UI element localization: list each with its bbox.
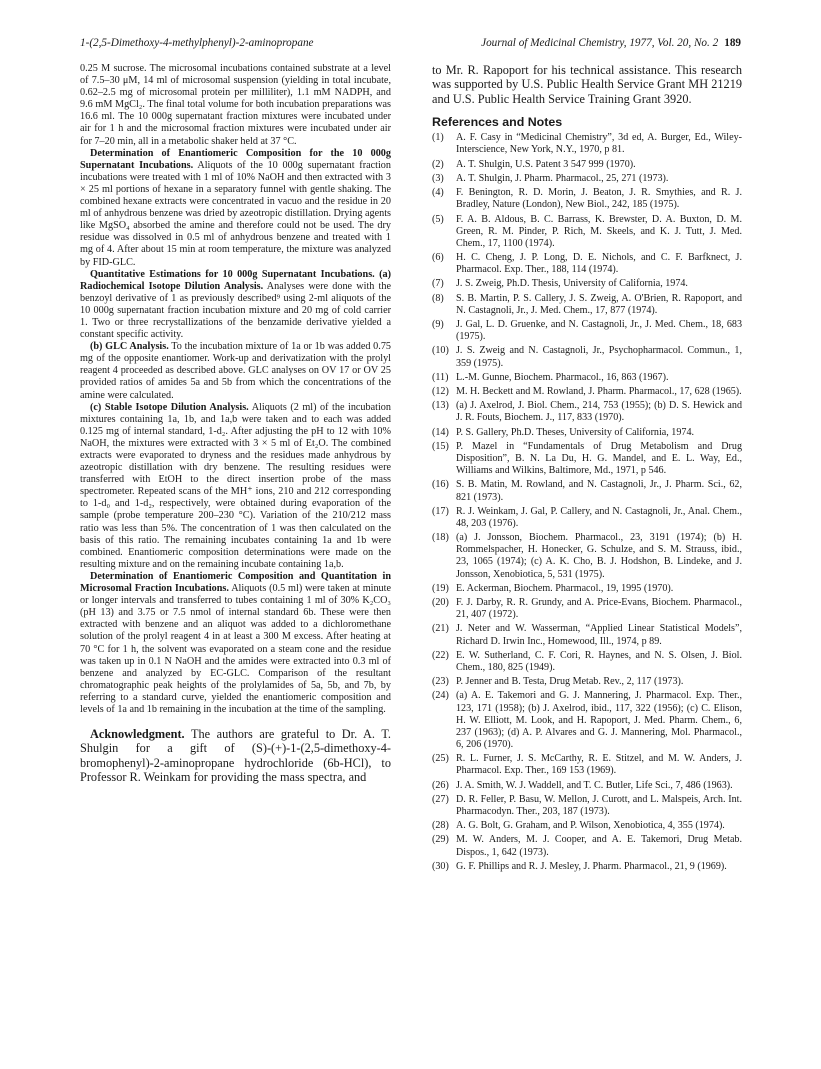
reference-item xyxy=(432,690,742,750)
reference-text: F. Benington, R. D. Morin, J. Beaton, J. R. Smythies, and R. J. Bradley, Nature (London), New Biol., 242, 185 (1975). xyxy=(456,187,742,211)
reference-number: (11) xyxy=(432,371,449,383)
reference-number: (30) xyxy=(432,860,449,872)
paragraph-body: Aliquots (0.5 ml) were taken at minute or longer intervals and transferred to tubes containing 1 ml of 30% K₂CO₃ (pH 13) and 3.75 or 7.5 nmol of internal standard 6b. These were then extracted with benzene and an aliquot was added to a dichloromethane solution of the prolyl reagent 4 in at least a 300 M excess. After heating at 70 °C for 1 h, the solvent was evaporated on a steam cone and the residue was taken up in 0.1 N NaOH and the amides were extracted into 0.3 ml of benzene and analyzed by EC-GLC. Comparison of the resultant chromatographic peak heights of the prolylamides of 5a, 5b, and 7b, by referring to a standard curve, yielded the enantiomeric composition and levels of 1a and 1b remaining in the incubation at the time of the sampling. xyxy=(80,583,391,715)
reference-item xyxy=(432,293,742,317)
reference-item xyxy=(432,532,742,580)
reference-item xyxy=(432,794,742,818)
reference-number: (17) xyxy=(432,505,449,517)
reference-text: (a) J. Axelrod, J. Biol. Chem., 214, 753 (1955); (b) D. S. Hewick and J. R. Fouts, Biochem. J., 117, 833 (1970). xyxy=(456,400,742,424)
reference-item xyxy=(432,159,742,171)
references-list xyxy=(432,132,742,873)
reference-number: (2) xyxy=(432,158,444,170)
paragraph-body: Aliquots (2 ml) of the incubation mixtures containing 1a, 1b, and 1a,b were taken and to each was added 0.125 mg of internal standard, 1-d₂. After adjusting the pH to 12 with 10% NaOH, the mixtures were extracted with 3 × 5 ml of Et₂O. The combined extracts were evaporated to dryness and the residues made anhydrous by azeotropic distillation with dry benzene. The resulting residues were transferred with EtOH to the direct insertion probe of the mass spectrometer. Repeated scans of the MH⁺ ions, 210 and 212 corresponding to 1-d₀ and 1-d₂, respectively, were obtained during evaporation of the sample (probe temperature 200–230 °C). Variation of the 210/212 mass ratio was less than 5%. The concentration of 1 was then calculated on the basis of this ratio. The remaining incubates containing 1a and 1b were combined. Enantiomeric composition determinations were made on the resulting mixture and on the remaining incubate containing 1a,b. xyxy=(80,401,391,570)
reference-number: (14) xyxy=(432,426,449,438)
reference-text: (a) A. E. Takemori and G. J. Mannering, J. Pharmacol. Exp. Ther., 123, 171 (1958); (b) J. Axelrod, ibid., 117, 322 (1956); (c) C. Elison, H. W. Elliott, M. Look, and H. Rapoport, J. Med. Pharm. Chem., 6, 237 (1963); (d) A. P. Alvares and G. J. Mannering, Mol. Pharmacol., 6, 206 (1970). xyxy=(456,690,742,750)
reference-item xyxy=(432,623,742,647)
paragraph-glc-analysis xyxy=(80,341,391,401)
reference-number: (29) xyxy=(432,834,449,846)
reference-item xyxy=(432,187,742,211)
run-in-heading: Determination of Enantiomeric Composition and Quantitation in Microsomal Fraction Incubations. xyxy=(80,570,391,595)
reference-item xyxy=(432,441,742,477)
paragraph-body: To the incubation mixture of 1a or 1b was added 0.75 mg of the opposite enantiomer. Work-up and derivatization with the prolyl reagent 4 proceeded as described above. GLC analyses on OV 17 or OV 25 provided ratios of amides 5a and 5b from which the concentrations of the amine were calculated. xyxy=(80,341,392,401)
reference-number: (28) xyxy=(432,820,449,832)
paragraph-support: to Mr. R. Rapoport for his technical assistance. This research was supported by U.S. Public Health Service Grant MH 21219 and U.S. Public Health Service Training Grant 3920. xyxy=(432,63,742,106)
reference-number: (13) xyxy=(432,400,449,412)
reference-text: A. T. Shulgin, U.S. Patent 3 547 999 (1970). xyxy=(456,158,636,170)
reference-item xyxy=(432,173,742,185)
reference-item xyxy=(432,319,742,343)
running-head-title: 1-(2,5-Dimethoxy-4-methylphenyl)-2-aminopropane xyxy=(80,37,314,49)
reference-number: (4) xyxy=(432,187,444,199)
reference-item xyxy=(432,650,742,674)
reference-number: (12) xyxy=(432,386,449,398)
reference-item xyxy=(432,372,742,384)
reference-item xyxy=(432,386,742,398)
reference-text: P. Jenner and B. Testa, Drug Metab. Rev., 2, 117 (1973). xyxy=(456,676,684,688)
reference-text: G. F. Phillips and R. J. Mesley, J. Pharm. Pharmacol., 21, 9 (1969). xyxy=(456,860,727,872)
reference-item xyxy=(432,506,742,530)
reference-number: (6) xyxy=(432,252,444,263)
paragraph-body: Analyses were done with the benzoyl derivative of 1 as previously described⁹ using 2-ml aliquots of the 10 000g supernatant fraction incubation mixture and 20 mg of cold carrier 1. Two or three recrystallizations of the benzamide derivative yielded a constant specific activity. xyxy=(80,280,391,341)
reference-text: S. B. Martin, P. S. Callery, J. S. Zweig, A. O'Brien, R. Rapoport, and N. Castagnoli, Jr., J. Med. Chem., 17, 877 (1974). xyxy=(456,292,742,316)
reference-number: (5) xyxy=(432,213,444,225)
reference-number: (7) xyxy=(432,278,444,290)
reference-text: E. W. Sutherland, C. F. Cori, R. Haynes, and N. S. Olsen, J. Biol. Chem., 180, 825 (1949). xyxy=(456,649,742,673)
reference-text: A. T. Shulgin, J. Pharm. Pharmacol., 25, 271 (1973). xyxy=(456,172,669,184)
reference-item xyxy=(432,278,742,290)
run-in-heading: (c) Stable Isotope Dilution Analysis. xyxy=(90,401,249,413)
paragraph-body: Aliquots of the 10 000g supernatant fraction incubations were treated with 1 ml of 10% NaOH and then extracted with 3 × 25 ml portions of hexane in a separatory funnel with gentle shaking. The combined hexane extracts were concentrated in vacuo and the residue in 20 ml of anhydrous benzene was dried by azeotropic distillation. Drying agents like MgSO₄ absorbed the amine and therefore could not be used. The dry residue was dissolved in 0.5 ml of anhydrous benzene and treated with 1 mg of 4. After about 15 min at room temperature, the mixture was analyzed by FID-GLC. xyxy=(80,159,391,268)
reference-number: (20) xyxy=(432,597,449,609)
reference-number: (10) xyxy=(432,345,449,357)
reference-item xyxy=(432,400,742,424)
reference-item xyxy=(432,427,742,439)
reference-number: (8) xyxy=(432,292,444,304)
reference-item xyxy=(432,834,742,858)
left-column xyxy=(80,63,391,785)
reference-number: (21) xyxy=(432,623,449,635)
reference-item xyxy=(432,820,742,832)
reference-number: (9) xyxy=(432,319,444,331)
reference-number: (22) xyxy=(432,649,449,661)
running-head-journal xyxy=(481,37,741,49)
reference-number: (27) xyxy=(432,793,449,805)
reference-text: J. A. Smith, W. J. Waddell, and T. C. Butler, Life Sci., 7, 486 (1963). xyxy=(456,779,733,791)
reference-text: A. F. Casy in “Medicinal Chemistry”, 3d ed, A. Burger, Ed., Wiley-Interscience, New York, N.Y., 1970, p 81. xyxy=(456,132,742,156)
acknowledgment-heading: Acknowledgment. xyxy=(90,727,185,742)
reference-number: (16) xyxy=(432,479,449,491)
reference-number: (1) xyxy=(432,132,444,144)
reference-item xyxy=(432,780,742,792)
reference-text: F. J. Darby, R. R. Grundy, and A. Price-Evans, Biochem. Pharmacol., 21, 407 (1972). xyxy=(456,597,742,621)
paragraph-radiochemical-isotope-dilution xyxy=(80,269,391,342)
reference-text: F. A. B. Aldous, B. C. Barrass, K. Brewster, D. A. Buxton, D. M. Green, R. M. Pinder, P. Rich, M. Skeels, and K. J. Tutt, J. Med. Chem., 17, 1100 (1974). xyxy=(456,213,742,249)
right-column xyxy=(432,63,742,875)
reference-number: (3) xyxy=(432,172,444,184)
reference-text: L.-M. Gunne, Biochem. Pharmacol., 16, 863 (1967). xyxy=(456,371,669,383)
reference-text: J. S. Zweig and N. Castagnoli, Jr., Psychopharmacol. Commun., 1, 359 (1975). xyxy=(456,345,742,369)
reference-text: J. S. Zweig, Ph.D. Thesis, University of California, 1974. xyxy=(456,278,688,290)
reference-text: P. S. Gallery, Ph.D. Theses, University of California, 1974. xyxy=(456,426,695,438)
paragraph-stable-isotope-dilution xyxy=(80,402,391,571)
paragraph-enantiomeric-composition-supernatant xyxy=(80,148,391,269)
reference-text: A. G. Bolt, G. Graham, and P. Wilson, Xenobiotica, 4, 355 (1974). xyxy=(456,820,725,832)
reference-item xyxy=(432,583,742,595)
running-head xyxy=(80,37,741,53)
reference-text: M. W. Anders, M. J. Cooper, and A. E. Takemori, Drug Metab. Dispos., 1, 642 (1973). xyxy=(456,834,742,858)
reference-item xyxy=(432,479,742,503)
reference-number: (25) xyxy=(432,753,449,765)
run-in-heading: Determination of Enantiomeric Composition for the 10 000g Supernatant Incubations. xyxy=(80,147,391,171)
journal-citation: Journal of Medicinal Chemistry, 1977, Vol. 20, No. 2 xyxy=(481,37,719,49)
reference-text: R. L. Furner, J. S. McCarthy, R. E. Stitzel, and M. W. Anders, J. Pharmacol. Exp. Ther., 169 153 (1969). xyxy=(456,753,742,777)
reference-text: H. C. Cheng, J. P. Long, D. E. Nichols, and C. F. Barfknect, J. Pharmacol. Exp. Ther., 188, 114 (1974). xyxy=(456,252,742,276)
references-heading: References and Notes xyxy=(432,115,563,130)
reference-text: D. R. Feller, P. Basu, W. Mellon, J. Curott, and L. Malspeis, Arch. Int. Pharmacodyn. Ther., 203, 187 (1973). xyxy=(456,793,742,817)
paragraph-microsomal-quantitation xyxy=(80,571,391,716)
reference-text: R. J. Weinkam, J. Gal, P. Callery, and N. Castagnoli, Jr., Anal. Chem., 48, 203 (1976). xyxy=(456,505,742,529)
reference-item xyxy=(432,676,742,688)
reference-text: J. Gal, L. D. Gruenke, and N. Castagnoli, Jr., J. Med. Chem., 18, 683 (1975). xyxy=(456,319,742,343)
reference-text: E. Ackerman, Biochem. Pharmacol., 19, 1995 (1970). xyxy=(456,582,674,594)
reference-item xyxy=(432,861,742,873)
acknowledgment-body: The authors are grateful to Dr. A. T. Shulgin for a gift of (S)-(+)-1-(2,5-dimethoxy-4-bromophenyl)-2-aminopropane hydrochloride (6b-HCl), to Professor R. Weinkam for providing the mass spectra, and xyxy=(80,727,391,785)
reference-item xyxy=(432,345,742,369)
reference-item xyxy=(432,597,742,621)
reference-item xyxy=(432,252,742,276)
reference-number: (15) xyxy=(432,441,449,452)
reference-text: M. H. Beckett and M. Rowland, J. Pharm. Pharmacol., 17, 628 (1965). xyxy=(456,386,742,398)
reference-text: J. Neter and W. Wasserman, “Applied Linear Statistical Models”, Richard D. Irwin Inc., Homewood, Ill., 1974, p 89. xyxy=(456,623,742,647)
reference-number: (24) xyxy=(432,690,449,702)
reference-number: (19) xyxy=(432,582,449,594)
page-number: 189 xyxy=(724,37,741,49)
reference-text: P. Mazel in “Fundamentals of Drug Metabolism and Drug Disposition”, B. N. La Du, H. G. Mandel, and E. L. Way, Ed., Williams and Wilkins, Baltimore, Md., 1971, p 546. xyxy=(456,441,742,477)
run-in-heading: Quantitative Estimations for 10 000g Supernatant Incubations. (a) Radiochemical Isotope Dilution Analysis. xyxy=(80,268,391,292)
reference-item xyxy=(432,132,742,156)
reference-number: (23) xyxy=(432,676,449,688)
reference-text: (a) J. Jonsson, Biochem. Pharmacol., 23, 3191 (1974); (b) H. Rommelspacher, H. Honecker, G. Schulze, and S. M. Strauss, ibid., 23, 1065 (1974); (c) A. K. Cho, B. J. Hodshon, B. Lindeke, and J. Jonsson, Xenobiotica, 5, 531 (1975). xyxy=(456,532,742,580)
reference-item xyxy=(432,753,742,777)
reference-item xyxy=(432,214,742,250)
run-in-heading: (b) GLC Analysis. xyxy=(90,341,169,353)
reference-number: (26) xyxy=(432,779,449,791)
paragraph-incubation-conditions: 0.25 M sucrose. The microsomal incubations contained substrate at a level of 7.5–30 μM, 14 ml of microsomal suspension (yielding in total incubate, 0.62–2.5 mg of microsomal protein per milliliter), 1.1 mM NADPH, and 9.6 mM MgCl₂. The final total volume for both incubation preparations was 16.6 ml. The 10 000g supernatant fraction mixtures were incubated under air for 1 h and the microsomal fraction mixtures were incubated under air for 7–20 min, all in a metabolic shaker held at 37 °C. xyxy=(80,63,391,147)
paragraph-acknowledgment xyxy=(80,727,391,785)
reference-text: S. B. Matin, M. Rowland, and N. Castagnoli, Jr., J. Pharm. Sci., 62, 821 (1973). xyxy=(456,479,742,503)
reference-number: (18) xyxy=(432,532,449,544)
